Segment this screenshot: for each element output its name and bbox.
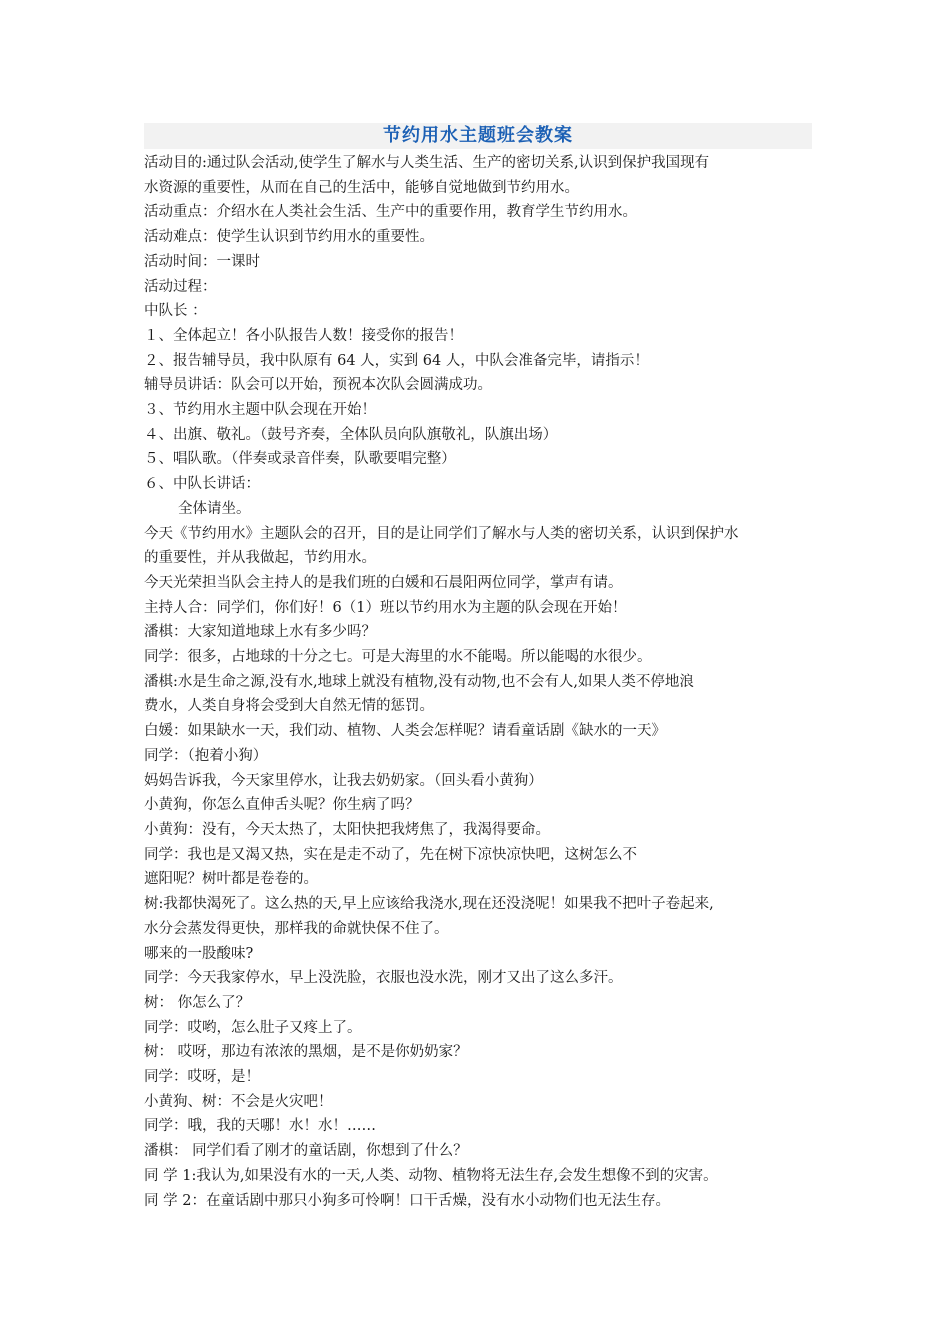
body-line: 同学：哎呀，是！ bbox=[144, 1069, 260, 1086]
body-line: 树:我都快渴死了。这么热的天,早上应该给我浇水,现在还没浇呢！如果我不把叶子卷起来, bbox=[144, 896, 714, 913]
body-line: 潘棋： 同学们看了刚才的童话剧，你想到了什么？ bbox=[144, 1143, 468, 1160]
body-line: 活动目的:通过队会活动,使学生了解水与人类生活、生产的密切关系,认识到保护我国现有 bbox=[144, 155, 710, 171]
body-line: 今天光荣担当队会主持人的是我们班的白媛和石晨阳两位同学，掌声有请。 bbox=[144, 574, 623, 591]
body-line: 主持人合：同学们，你们好！6（1）班以节约用水为主题的队会现在开始！ bbox=[144, 599, 627, 616]
body-line: 活动时间：一课时 bbox=[144, 253, 260, 270]
body-line: 同学：哦，我的天哪！水！水！…… bbox=[144, 1118, 376, 1135]
document-body bbox=[144, 151, 812, 1213]
body-line: 同学：哎哟，怎么肚子又疼上了。 bbox=[144, 1019, 362, 1036]
body-line: 的重要性，并从我做起，节约用水。 bbox=[144, 550, 376, 567]
body-line: 小黄狗、树：不会是火灾吧！ bbox=[144, 1093, 333, 1110]
body-line: 潘棋：大家知道地球上水有多少吗？ bbox=[144, 624, 376, 641]
body-line: 遮阳呢？树叶都是卷卷的。 bbox=[144, 871, 318, 888]
body-line: ４、出旗、敬礼。（鼓号齐奏，全体队员向队旗敬礼，队旗出场） bbox=[144, 426, 558, 443]
document-title: 节约用水主题班会教案 bbox=[383, 125, 573, 146]
body-line: 水资源的重要性，从而在自己的生活中，能够自觉地做到节约用水。 bbox=[144, 179, 579, 196]
body-line: 同 学 2：在童话剧中那只小狗多可怜啊！口干舌燥，没有水小动物们也无法生存。 bbox=[144, 1192, 670, 1209]
body-line: 树： 哎呀，那边有浓浓的黑烟，是不是你奶奶家？ bbox=[144, 1044, 468, 1061]
body-line: 活动难点：使学生认识到节约用水的重要性。 bbox=[144, 229, 434, 246]
body-line: 费水，人类自身将会受到大自然无情的惩罚。 bbox=[144, 698, 434, 715]
body-line: 今天《节约用水》主题队会的召开，目的是让同学们了解水与人类的密切关系，认识到保护水 bbox=[144, 525, 739, 542]
body-line: 中队长 ： bbox=[144, 303, 207, 320]
body-line: 小黄狗：没有，今天太热了，太阳快把我烤焦了，我渴得要命。 bbox=[144, 821, 550, 838]
body-line: 同学：（抱着小狗） bbox=[144, 747, 268, 764]
body-line: 同 学 1:我认为,如果没有水的一天,人类、动物、植物将无法生存,会发生想像不到的灾害。 bbox=[144, 1167, 718, 1184]
body-line: 潘棋:水是生命之源,没有水,地球上就没有植物,没有动物,也不会有人,如果人类不停地浪 bbox=[144, 673, 694, 690]
body-line: 小黄狗，你怎么直伸舌头呢？你生病了吗？ bbox=[144, 797, 420, 814]
body-line: 同学：很多，占地球的十分之七。可是大海里的水不能喝。所以能喝的水很少。 bbox=[144, 649, 652, 666]
body-line: 同学：今天我家停水，早上没洗脸，衣服也没水洗，刚才又出了这么多汗。 bbox=[144, 970, 623, 987]
body-line: 活动过程： bbox=[144, 278, 217, 295]
body-line: 树： 你怎么了？ bbox=[144, 994, 251, 1011]
body-line: 哪来的一股酸味? bbox=[144, 945, 254, 962]
body-line: ５、唱队歌。（伴奏或录音伴奏，队歌要唱完整） bbox=[144, 451, 456, 468]
body-line: 水分会蒸发得更快，那样我的命就快保不住了。 bbox=[144, 920, 449, 937]
body-line: 妈妈告诉我，今天家里停水，让我去奶奶家。（回头看小黄狗） bbox=[144, 772, 543, 789]
body-line: ３、节约用水主题中队会现在开始！ bbox=[144, 402, 376, 419]
body-line: 同学：我也是又渴又热，实在是走不动了，先在树下凉快凉快吧，这树怎么不 bbox=[144, 846, 637, 863]
body-line: ６、中队长讲话： bbox=[144, 476, 260, 493]
document-page bbox=[144, 123, 812, 1213]
body-line: 辅导员讲话：队会可以开始，预祝本次队会圆满成功。 bbox=[144, 377, 492, 394]
title-bar bbox=[144, 123, 812, 149]
body-line: 活动重点：介绍水在人类社会生活、生产中的重要作用，教育学生节约用水。 bbox=[144, 204, 637, 221]
body-line: 白媛：如果缺水一天，我们动、植物、人类会怎样呢？请看童话剧《缺水的一天》 bbox=[144, 723, 666, 740]
body-line: １、全体起立！各小队报告人数！接受你的报告！ bbox=[144, 327, 463, 344]
body-line: ２、报告辅导员，我中队原有 64 人，实到 64 人，中队会准备完毕，请指示！ bbox=[144, 352, 649, 369]
body-line: 全体请坐。 bbox=[178, 500, 251, 517]
